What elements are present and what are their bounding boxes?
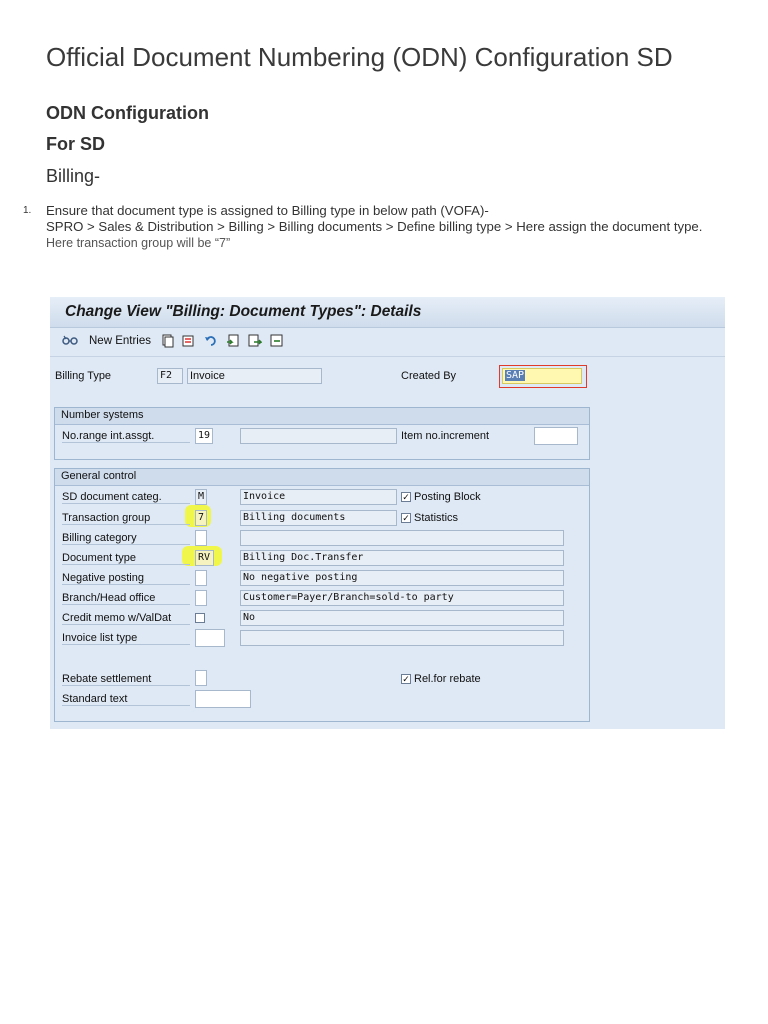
statistics-checkbox[interactable]: ✓ <box>402 513 410 523</box>
billing-type-label: Billing Type <box>55 370 112 382</box>
copy-icon[interactable] <box>162 334 174 348</box>
delete-icon[interactable] <box>182 334 196 348</box>
item-increment-label: Item no.increment <box>401 430 490 442</box>
sap-screen-title: Change View "Billing: Document Types": Details <box>65 303 422 320</box>
invoice-list-type-description <box>240 630 564 646</box>
branch-head-office-label: Branch/Head office <box>62 592 190 605</box>
billing-category-description <box>240 530 564 546</box>
step-line-1: Ensure that document type is assigned to Billing type in below path (VOFA)- <box>46 203 489 218</box>
rebate-settlement-label: Rebate settlement <box>62 673 190 686</box>
credit-memo-description: No <box>240 610 564 626</box>
sap-toolbar <box>50 328 725 357</box>
sd-document-categ-description: Invoice <box>240 489 397 505</box>
created-by-value: SAP <box>506 370 525 381</box>
export-icon[interactable] <box>248 334 262 348</box>
sd-document-categ-field[interactable]: M <box>195 489 207 505</box>
rebate-settlement-field[interactable] <box>195 670 207 686</box>
step-line-2: SPRO > Sales & Distribution > Billing > Billing documents > Define billing type > Here assign the document type. <box>46 219 703 234</box>
billing-category-field[interactable] <box>195 530 207 546</box>
number-systems-title: Number systems <box>61 409 144 421</box>
rel-for-rebate-checkbox[interactable]: ✓ <box>402 674 410 684</box>
step-instructions <box>46 203 736 251</box>
negative-posting-field[interactable] <box>195 570 207 586</box>
glasses-icon[interactable] <box>62 334 78 348</box>
step-number: 1. <box>23 205 32 216</box>
undo-icon[interactable] <box>204 334 218 348</box>
document-title: Official Document Numbering (ODN) Configuration SD <box>46 42 673 72</box>
heading-for-sd: For SD <box>46 134 106 154</box>
step-note: Here transaction group will be “7” <box>46 236 231 250</box>
general-control-title: General control <box>61 470 137 482</box>
billing-type-description: Invoice <box>187 368 322 384</box>
document-type-description: Billing Doc.Transfer <box>240 550 564 566</box>
number-range-description <box>240 428 397 444</box>
standard-text-field[interactable] <box>195 690 251 708</box>
transaction-group-field[interactable]: 7 <box>195 510 207 526</box>
branch-head-office-description: Customer=Payer/Branch=sold-to party <box>240 590 564 606</box>
credit-memo-checkbox[interactable] <box>195 613 205 623</box>
select-block-icon[interactable] <box>226 334 240 348</box>
number-range-field[interactable]: 19 <box>195 428 213 444</box>
created-by-field[interactable] <box>502 368 582 384</box>
item-increment-field[interactable] <box>534 427 578 445</box>
invoice-list-type-field[interactable] <box>195 629 225 647</box>
number-systems-header <box>55 408 589 425</box>
rel-for-rebate-label: Rel.for rebate <box>414 673 481 685</box>
billing-type-field[interactable]: F2 <box>157 368 183 384</box>
negative-posting-description: No negative posting <box>240 570 564 586</box>
branch-head-office-field[interactable] <box>195 590 207 606</box>
posting-block-label: Posting Block <box>414 491 481 503</box>
invoice-list-type-label: Invoice list type <box>62 632 190 645</box>
general-control-header <box>55 469 589 486</box>
number-range-label: No.range int.assgt. <box>62 430 190 443</box>
deselect-icon[interactable] <box>270 334 284 348</box>
statistics-label: Statistics <box>414 512 459 524</box>
created-by-label: Created By <box>401 370 457 382</box>
sap-screenshot <box>50 297 725 729</box>
document-type-field[interactable]: RV <box>195 550 214 566</box>
heading-odn-configuration: ODN Configuration <box>46 103 209 123</box>
section-billing: Billing- <box>46 166 101 186</box>
document-type-label: Document type <box>62 552 190 565</box>
billing-category-label: Billing category <box>62 532 190 545</box>
transaction-group-description: Billing documents <box>240 510 397 526</box>
credit-memo-label: Credit memo w/ValDat <box>62 612 190 625</box>
posting-block-checkbox[interactable]: ✓ <box>402 492 410 502</box>
sap-title-bar <box>50 297 725 328</box>
negative-posting-label: Negative posting <box>62 572 190 585</box>
transaction-group-label: Transaction group <box>62 512 190 525</box>
sd-document-categ-label: SD document categ. <box>62 491 190 504</box>
new-entries-button[interactable]: New Entries <box>89 335 151 347</box>
standard-text-label: Standard text <box>62 693 190 706</box>
